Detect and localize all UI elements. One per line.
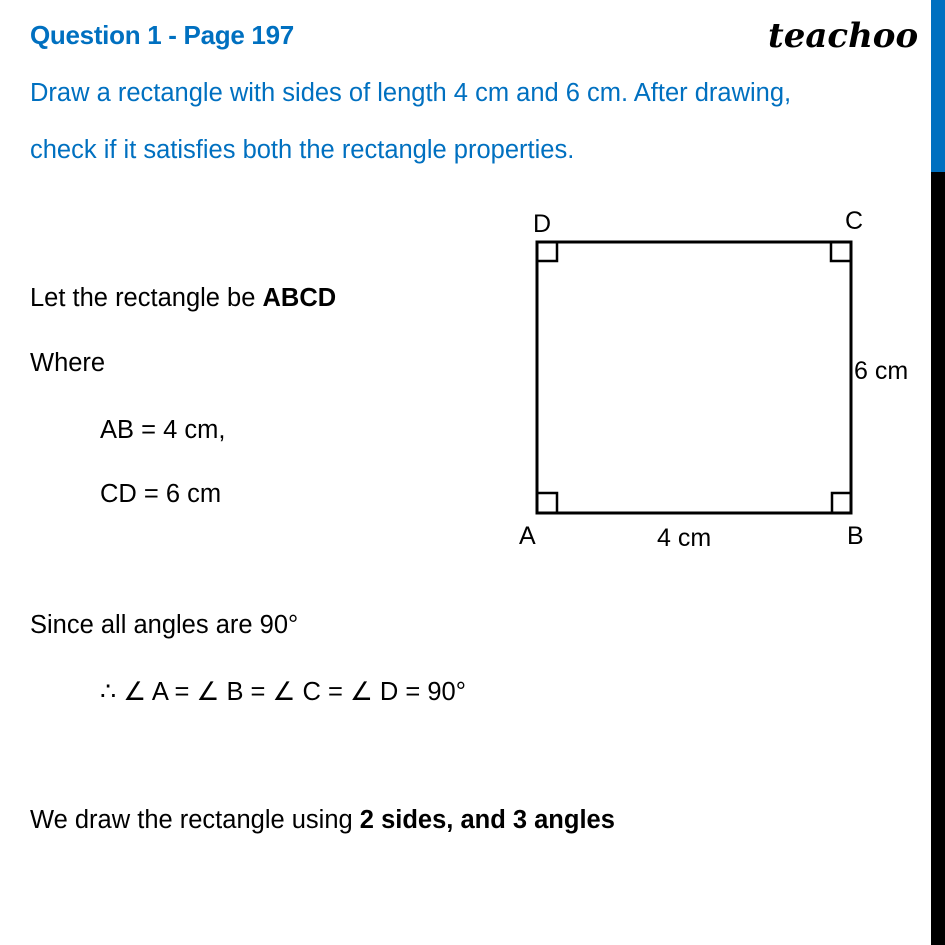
side-accent-bar [931, 0, 945, 172]
vertex-d-label: D [533, 210, 552, 238]
teachoo-logo: teachoo [768, 16, 919, 56]
right-angle-b-icon [832, 493, 850, 512]
side-bc-length: 6 cm [854, 357, 909, 385]
right-angle-d-icon [538, 243, 557, 261]
vertex-b-label: B [847, 522, 864, 550]
right-angle-a-icon [538, 493, 557, 512]
let-statement-text: Let the rectangle be [30, 284, 263, 312]
vertex-a-label: A [519, 522, 536, 550]
side-dark-bar [931, 172, 945, 945]
question-title: Question 1 - Page 197 [30, 20, 294, 50]
rectangle-abcd [537, 242, 851, 513]
question-text-line-1: Draw a rectangle with sides of length 4 cm and 6 cm. After drawing, [30, 79, 792, 107]
since-statement: Since all angles are 90° [30, 611, 299, 639]
right-angle-c-icon [831, 243, 850, 261]
draw-statement [30, 806, 615, 835]
rectangle-name: ABCD [262, 284, 337, 312]
where-label: Where [30, 349, 106, 377]
angles-equation: ∴ ∠ A = ∠ B = ∠ C = ∠ D = 90° [100, 678, 466, 706]
vertex-c-label: C [845, 207, 864, 235]
side-ab-length: 4 cm [657, 524, 712, 552]
let-statement [30, 284, 336, 313]
draw-statement-text: We draw the rectangle using [30, 806, 360, 834]
question-text-line-2: check if it satisfies both the rectangle properties. [30, 136, 575, 164]
draw-requirements: 2 sides, and 3 angles [359, 806, 615, 834]
ab-length: AB = 4 cm, [100, 416, 226, 444]
cd-length: CD = 6 cm [100, 480, 222, 508]
